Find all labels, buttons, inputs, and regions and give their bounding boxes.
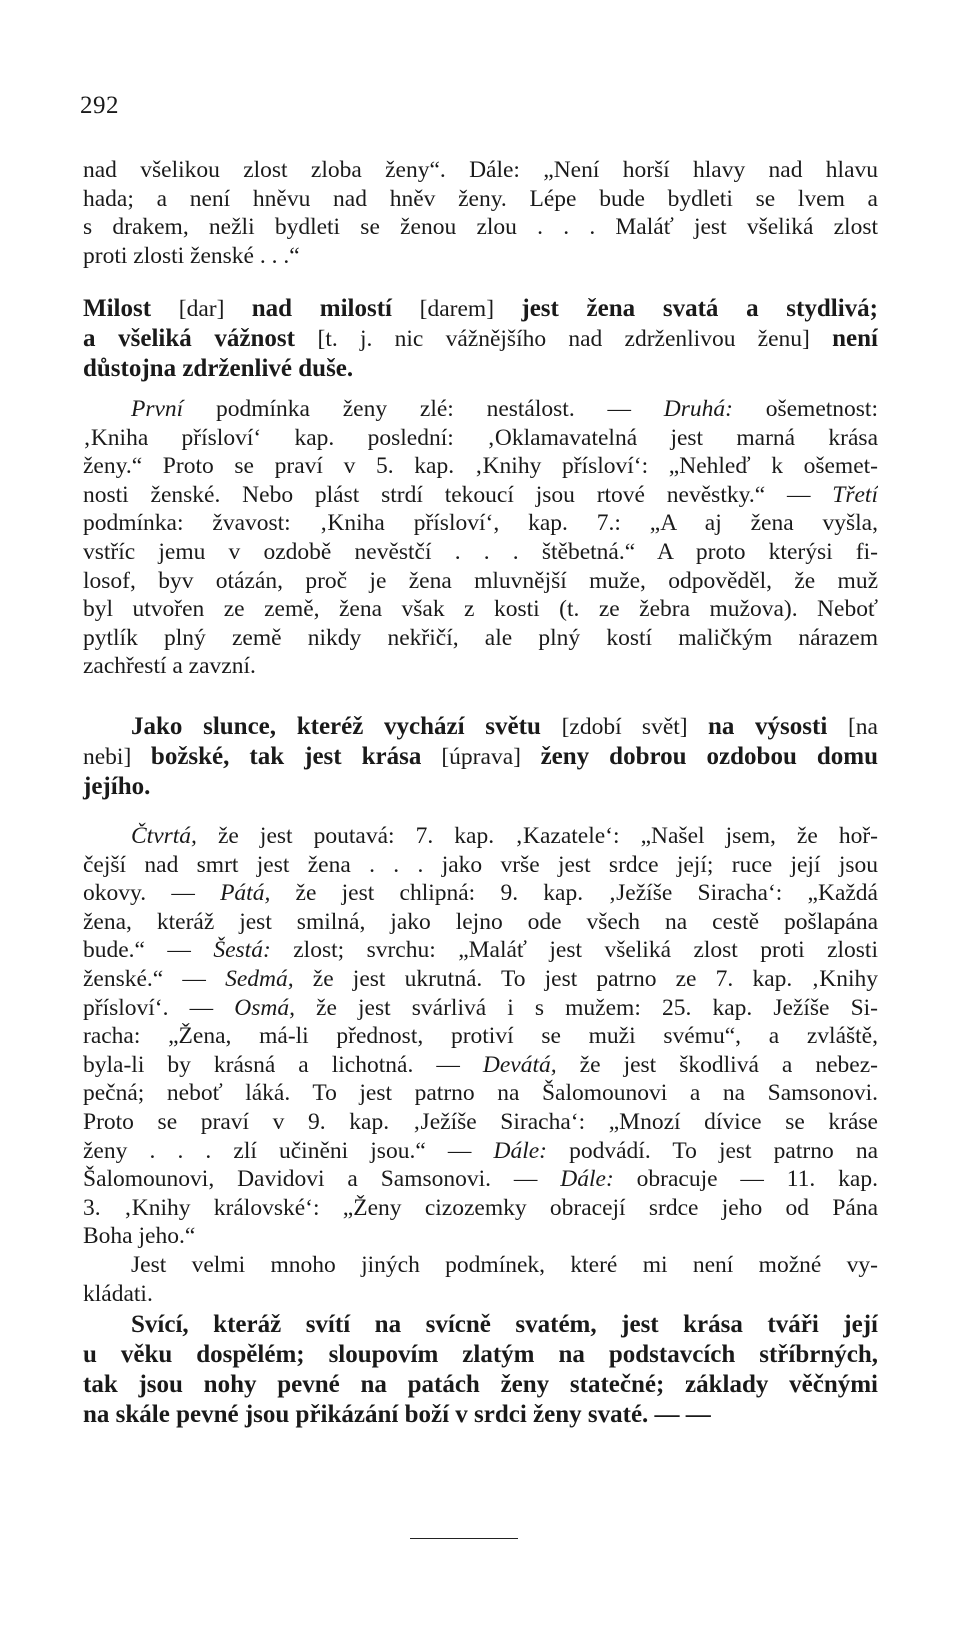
maxim-line: Jako slunce, kteréž vychází světu [zdobí svět] na výsosti [na <box>131 713 878 740</box>
text-line: ‚Kniha přísloví‘ kap. poslední: ‚Oklamavatelná jest marná krása <box>83 424 878 451</box>
text-line: Boha jeho.“ <box>83 1223 196 1250</box>
maxim-line: Svící, kteráž svítí na svícně svatém, jest krása tváři její <box>131 1311 878 1338</box>
maxim-line: tak jsou nohy pevné na patách ženy statečné; základy věčnými <box>83 1371 878 1398</box>
text-line: Proto se praví v 9. kap. ‚Ježíše Siracha‘: „Mnozí dívice se kráse <box>83 1108 878 1135</box>
page-number: 292 <box>80 92 119 119</box>
maxim-line: nebi] božské, tak jest krása [úprava] ženy dobrou ozdobou domu <box>83 743 878 770</box>
text-line: Šalomounovi, Davidovi a Samsonovi. — Dále: obracuje — 11. kap. <box>83 1166 878 1193</box>
text-line: kládati. <box>83 1280 153 1307</box>
text-line: byl utvořen ze země, žena však z kosti (t. ze žebra mužova). Neboť <box>83 596 878 623</box>
text-line: hada; a není hněvu nad hněv ženy. Lépe bude bydleti se lvem a <box>83 185 878 212</box>
text-line: První podmínka ženy zlé: nestálost. — Druhá: ošemetnost: <box>131 396 878 422</box>
text-line: okovy. — Pátá, že jest chlipná: 9. kap. ‚Ježíše Siracha‘: „Každá <box>83 880 878 907</box>
text-line: proti zlosti ženské . . .“ <box>83 242 300 269</box>
maxim-1 <box>83 294 878 384</box>
paragraph-quote-1 <box>83 156 878 270</box>
maxim-3 <box>83 1310 878 1430</box>
maxim-line: u věku dospělém; sloupovím zlatým na podstavcích stříbrných, <box>83 1341 878 1368</box>
text-line: podmínka: žvavost: ‚Kniha přísloví‘, kap. 7.: „A aj žena vyšla, <box>83 510 878 537</box>
text-line: zachřestí a zavzní. <box>83 653 256 680</box>
maxim-line: jejího. <box>83 773 151 800</box>
text-line: ženy.“ Proto se praví v 5. kap. ‚Knihy přísloví‘: „Nehleď k ošemet- <box>83 453 878 480</box>
text-line: Jest velmi mnoho jiných podmínek, které mi není možné vy- <box>131 1252 878 1278</box>
maxim-line: na skále pevné jsou přikázání boží v srdci ženy svaté. — — <box>83 1401 711 1428</box>
maxim-line: důstojna zdrženlivé duše. <box>83 355 354 382</box>
text-line: losof, byv otázán, proč je žena mluvnější muže, odpověděl, že muž <box>83 567 878 594</box>
maxim-line: a všeliká vážnost [t. j. nic vážnějšího nad zdrženlivou ženu] není <box>83 325 878 352</box>
text-line: čejší nad smrt jest žena . . . jako vrše jest srdce její; ruce její jsou <box>83 851 878 878</box>
paragraph-conditions-1 <box>83 395 878 681</box>
text-line: pytlík plný země nikdy nekřičí, ale plný kostí maličkým nárazem <box>83 624 878 651</box>
text-line: Čtvrtá, že jest poutavá: 7. kap. ‚Kazatele‘: „Našel jsem, že hoř- <box>131 823 878 849</box>
section-divider <box>410 1538 518 1539</box>
text-line: pečná; neboť láká. To jest patrno na Šalomounovi a na Samsonovi. <box>83 1080 878 1107</box>
text-line: ženské.“ — Sedmá, že jest ukrutná. To jest patrno ze 7. kap. ‚Knihy <box>83 965 878 992</box>
text-line: nosti ženské. Nebo plást strdí tekoucí jsou rtové nevěstky.“ — Třetí <box>83 481 878 508</box>
text-line: přísloví‘. — Osmá, že jest svárlivá i s mužem: 25. kap. Ježíše Si- <box>83 994 878 1021</box>
paragraph-conditions-2 <box>83 822 878 1251</box>
text-line: racha: „Žena, má-li přednost, protiví se muži svému“, a zvláště, <box>83 1023 878 1050</box>
maxim-2 <box>83 712 878 802</box>
text-line: vstříc jemu v ozdobě nevěstčí . . . štěbetná.“ A proto kterýsi fi- <box>83 538 878 565</box>
maxim-line: Milost [dar] nad milostí [darem] jest žena svatá a stydlivá; <box>83 295 878 322</box>
text-line: ženy . . . zlí učiněni jsou.“ — Dále: podvádí. To jest patrno na <box>83 1137 878 1164</box>
text-line: nad všelikou zlost zloba ženy“. Dále: „Není horší hlavy nad hlavu <box>83 157 878 183</box>
text-line: bude.“ — Šestá: zlost; svrchu: „Maláť jest všeliká zlost proti zlosti <box>83 937 878 964</box>
text-line: s drakem, nežli bydleti se ženou zlou . . . Maláť jest všeliká zlost <box>83 214 878 241</box>
text-line: žena, kteráž jest smilná, jako lejno ode všech na cestě pošlapána <box>83 908 878 935</box>
paragraph-closing <box>83 1251 878 1308</box>
text-line: 3. ‚Knihy královské‘: „Ženy cizozemky obracejí srdce jeho od Pána <box>83 1194 878 1221</box>
text-line: byla-li by krásná a lichotná. — Devátá, že jest škodlivá a nebez- <box>83 1051 878 1078</box>
